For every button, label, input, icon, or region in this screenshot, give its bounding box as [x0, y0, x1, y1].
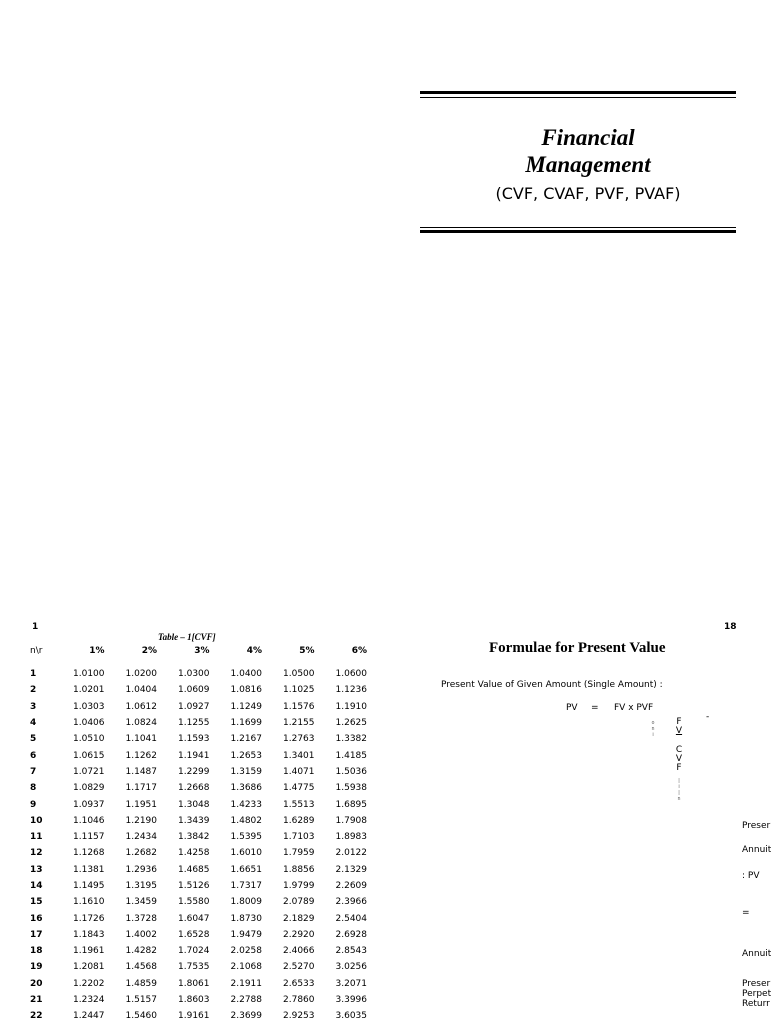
table-cell: 1.0829: [73, 783, 105, 794]
right-page-number: 18: [724, 622, 737, 632]
table-cell: 1.4282: [125, 946, 157, 957]
table-cell: 1.1726: [73, 913, 105, 924]
table-cell: 1.0510: [73, 734, 105, 745]
table-cell: 1.9799: [283, 881, 315, 891]
table-cell: 2.2609: [335, 881, 367, 891]
table-cell: 1.6010: [230, 848, 262, 859]
row-period: 12: [30, 848, 43, 859]
title-top-rule-thin: [420, 97, 736, 98]
table-cell: 1.3048: [178, 799, 210, 810]
table-cell: 1.1236: [335, 685, 367, 696]
table-cell: 1.7535: [178, 962, 210, 973]
table-cell: 1.4685: [178, 864, 210, 875]
table-cell: 1.1593: [178, 734, 210, 745]
table-cell: 1.7317: [230, 881, 262, 891]
vertical-letter: F: [676, 717, 682, 727]
table-cell: 1.1268: [73, 848, 105, 859]
table-cell: 1.3686: [230, 783, 262, 794]
table-cell: 2.0122: [335, 848, 367, 859]
table-row: [30, 682, 367, 698]
table-cell: 1.1610: [73, 897, 105, 908]
table-cell: 2.5404: [335, 913, 367, 924]
table-cell: 2.1911: [230, 978, 262, 989]
title-line-1: Financial: [541, 125, 635, 150]
title-top-rule-thick: [420, 91, 736, 94]
table-cell: 1.1576: [283, 701, 315, 712]
table-cell: 1.4185: [335, 750, 367, 761]
table-cell: 1.5938: [335, 783, 367, 794]
table-cell: 1.4859: [125, 978, 157, 989]
table-row: [30, 992, 367, 1008]
table-cell: 1.3842: [178, 832, 210, 843]
row-period: 11: [30, 832, 43, 843]
column-header: 4%: [246, 646, 262, 656]
table-row: [30, 976, 367, 992]
table-row: [30, 1008, 367, 1024]
row-period: 8: [30, 783, 37, 794]
table-cell: 1.1487: [125, 766, 157, 777]
table-cell: 2.0789: [283, 897, 315, 908]
left-page-number: 1: [32, 622, 39, 632]
table-cell: 1.0303: [73, 701, 105, 712]
table-cell: 1.1262: [125, 750, 157, 761]
table-cell: 1.0824: [125, 718, 157, 729]
row-period: 21: [30, 995, 43, 1006]
table-cell: 2.1329: [335, 864, 367, 875]
table-cell: 2.1068: [230, 962, 262, 973]
vertical-letter: V: [675, 754, 683, 764]
table-cell: 2.1829: [283, 913, 315, 924]
table-cell: 1.4775: [283, 783, 315, 794]
table-cell: 1.1961: [73, 946, 105, 957]
table-cell: 1.1255: [178, 718, 210, 729]
table-row: [30, 747, 367, 763]
edge-text: Perpet: [742, 989, 771, 999]
header-n-r: n\r: [30, 646, 43, 656]
table-cell: 2.2920: [283, 929, 315, 940]
edge-text: =: [742, 908, 750, 918]
table-cell: 2.4066: [283, 946, 315, 957]
table-body: [30, 658, 367, 1025]
column-header: 3%: [194, 646, 210, 656]
table-cell: 2.8543: [335, 946, 367, 957]
table-cell: 1.5460: [125, 1011, 157, 1022]
table-cell: 1.0721: [73, 766, 105, 777]
row-period: 7: [30, 766, 37, 777]
table-row: [30, 829, 367, 845]
table-row: [30, 699, 367, 715]
table-cell: 1.1046: [73, 815, 105, 826]
table-cell: 1.2299: [178, 766, 210, 777]
vertical-letter: F: [676, 763, 682, 773]
table-cell: 1.4002: [125, 929, 157, 940]
table-cell: 1.6651: [230, 864, 262, 875]
table-cell: 3.0256: [335, 962, 367, 973]
table-cell: 1.4258: [178, 848, 210, 859]
edge-text: Annuit: [742, 845, 771, 855]
table-cell: 3.3996: [335, 995, 367, 1006]
table-cell: 1.0400: [230, 669, 262, 680]
table-cell: 1.1495: [73, 881, 105, 891]
table-row: [30, 894, 367, 910]
row-period: 14: [30, 881, 43, 891]
row-period: 20: [30, 978, 43, 989]
row-period: 9: [30, 799, 37, 810]
table-cell: 2.9253: [283, 1011, 315, 1022]
table-row: [30, 943, 367, 959]
table-cell: 1.0201: [73, 685, 105, 696]
edge-text: Annuit: [742, 949, 771, 959]
table-cell: 1.4802: [230, 815, 262, 826]
table-cell: 1.1951: [125, 799, 157, 810]
faint-marks: | i | n: [677, 778, 681, 802]
table-cell: 1.2763: [283, 734, 315, 745]
vertical-letter: V: [675, 726, 683, 736]
table-cell: 1.2081: [73, 962, 105, 973]
title-bottom-rule-thin: [420, 227, 736, 228]
table-cell: 1.5580: [178, 897, 210, 908]
table-cell: 1.2155: [283, 718, 315, 729]
table-cell: 1.4071: [283, 766, 315, 777]
table-cell: 1.3401: [283, 750, 315, 761]
table-cell: 1.8983: [335, 832, 367, 843]
table-cell: 1.5157: [125, 995, 157, 1006]
table-row: [30, 731, 367, 747]
row-period: 10: [30, 815, 43, 826]
table-cell: 1.1941: [178, 750, 210, 761]
table-cell: 1.8603: [178, 995, 210, 1006]
table-cell: 1.2668: [178, 783, 210, 794]
table-cell: 1.0927: [178, 701, 210, 712]
table-cell: 1.0300: [178, 669, 210, 680]
table-cell: 1.3439: [178, 815, 210, 826]
table-header-row: [30, 644, 367, 658]
cvf-table: [30, 644, 367, 1025]
row-period: 13: [30, 864, 43, 875]
table-cell: 1.2434: [125, 832, 157, 843]
table-cell: 2.2788: [230, 995, 262, 1006]
document-title: [420, 124, 756, 178]
table-cell: 1.2202: [73, 978, 105, 989]
table-cell: 1.3195: [125, 881, 157, 891]
table-cell: 2.3966: [335, 897, 367, 908]
title-line-2: Management: [525, 152, 651, 177]
table-cell: 1.0500: [283, 669, 315, 680]
table-cell: 2.6928: [335, 929, 367, 940]
table-cell: 1.6895: [335, 799, 367, 810]
table-cell: 1.0600: [335, 669, 367, 680]
row-period: 22: [30, 1011, 43, 1022]
table-cell: 1.0609: [178, 685, 210, 696]
table-cell: 2.7860: [283, 995, 315, 1006]
table-cell: 1.2625: [335, 718, 367, 729]
table-cell: 1.4568: [125, 962, 157, 973]
row-period: 15: [30, 897, 43, 908]
table-cell: 2.0258: [230, 946, 262, 957]
edge-text: Preser: [742, 821, 771, 831]
table-cell: 1.5395: [230, 832, 262, 843]
faint-marks: o n i: [651, 720, 655, 738]
table-row: [30, 780, 367, 796]
pv-description: Present Value of Given Amount (Single Amount) :: [441, 680, 663, 690]
table-row: [30, 959, 367, 975]
table-cell: 1.6528: [178, 929, 210, 940]
table-cell: 1.1910: [335, 701, 367, 712]
table-row: [30, 845, 367, 861]
table-cell: 1.7103: [283, 832, 315, 843]
table-cell: 1.7959: [283, 848, 315, 859]
table-cell: 2.6533: [283, 978, 315, 989]
table-cell: 1.2324: [73, 995, 105, 1006]
vertical-letter: C: [675, 745, 683, 755]
table-row: [30, 796, 367, 812]
column-header: 5%: [299, 646, 315, 656]
table-cell: 1.5036: [335, 766, 367, 777]
table-cell: 2.5270: [283, 962, 315, 973]
table-row: [30, 878, 367, 894]
table-cell: 1.0612: [125, 701, 157, 712]
table-cell: 1.4233: [230, 799, 262, 810]
table-cell: 1.7908: [335, 815, 367, 826]
table-cell: 1.6047: [178, 913, 210, 924]
row-period: 2: [30, 685, 37, 696]
table-cell: 1.2447: [73, 1011, 105, 1022]
table-cell: 1.5513: [283, 799, 315, 810]
edge-text: : PV: [742, 871, 760, 881]
table-cell: 1.7024: [178, 946, 210, 957]
table-cell: 1.3459: [125, 897, 157, 908]
table-cell: 1.2653: [230, 750, 262, 761]
table-title: Table – 1[CVF]: [158, 632, 216, 642]
table-cell: 1.1699: [230, 718, 262, 729]
table-cell: 1.0200: [125, 669, 157, 680]
edge-text: Returr: [742, 999, 770, 1009]
row-period: 17: [30, 929, 43, 940]
table-cell: 1.0816: [230, 685, 262, 696]
row-period: 3: [30, 701, 37, 712]
table-cell: 1.8009: [230, 897, 262, 908]
table-row: [30, 927, 367, 943]
formula-heading: Formulae for Present Value: [489, 640, 666, 656]
table-cell: 1.1041: [125, 734, 157, 745]
table-cell: 1.2190: [125, 815, 157, 826]
formula-equals: =: [591, 703, 599, 713]
table-cell: 1.8730: [230, 913, 262, 924]
document-subtitle: (CVF, CVAF, PVF, PVAF): [495, 184, 681, 203]
table-row: [30, 813, 367, 829]
table-cell: 1.8856: [283, 864, 315, 875]
table-row: [30, 666, 367, 682]
table-row: [30, 715, 367, 731]
column-header: 6%: [351, 646, 367, 656]
table-cell: 1.2936: [125, 864, 157, 875]
title-block: [420, 124, 756, 203]
table-cell: 1.1025: [283, 685, 315, 696]
formula-rhs: FV x PVF: [614, 703, 654, 713]
title-bottom-rule-thick: [420, 230, 736, 233]
table-row: [30, 862, 367, 878]
table-cell: 1.0937: [73, 799, 105, 810]
table-cell: 1.3159: [230, 766, 262, 777]
row-period: 6: [30, 750, 37, 761]
table-cell: 1.2167: [230, 734, 262, 745]
table-cell: 1.1717: [125, 783, 157, 794]
table-cell: 1.3382: [335, 734, 367, 745]
table-cell: 3.2071: [335, 978, 367, 989]
table-cell: 1.0404: [125, 685, 157, 696]
row-period: 5: [30, 734, 37, 745]
table-cell: 1.5126: [178, 881, 210, 891]
table-cell: 1.8061: [178, 978, 210, 989]
stray-dash: -: [706, 712, 710, 722]
edge-text: Preser: [742, 979, 771, 989]
table-cell: 1.1249: [230, 701, 262, 712]
formula-lhs: PV: [566, 703, 578, 713]
table-cell: 1.1381: [73, 864, 105, 875]
table-cell: 1.0406: [73, 718, 105, 729]
row-period: 19: [30, 962, 43, 973]
row-period: 16: [30, 913, 43, 924]
column-header: 1%: [89, 646, 105, 656]
table-cell: 1.1157: [73, 832, 105, 843]
row-period: 1: [30, 669, 37, 680]
table-cell: 1.9161: [178, 1011, 210, 1022]
table-row: [30, 764, 367, 780]
row-period: 4: [30, 718, 37, 729]
table-cell: 1.1843: [73, 929, 105, 940]
table-cell: 1.2682: [125, 848, 157, 859]
vertical-formula-text: [674, 718, 684, 773]
table-cell: 1.0615: [73, 750, 105, 761]
column-header: 2%: [141, 646, 157, 656]
table-cell: 3.6035: [335, 1011, 367, 1022]
table-row: [30, 910, 367, 926]
table-cell: 2.3699: [230, 1011, 262, 1022]
table-cell: 1.6289: [283, 815, 315, 826]
row-period: 18: [30, 946, 43, 957]
table-cell: 1.9479: [230, 929, 262, 940]
table-cell: 1.3728: [125, 913, 157, 924]
table-cell: 1.0100: [73, 669, 105, 680]
